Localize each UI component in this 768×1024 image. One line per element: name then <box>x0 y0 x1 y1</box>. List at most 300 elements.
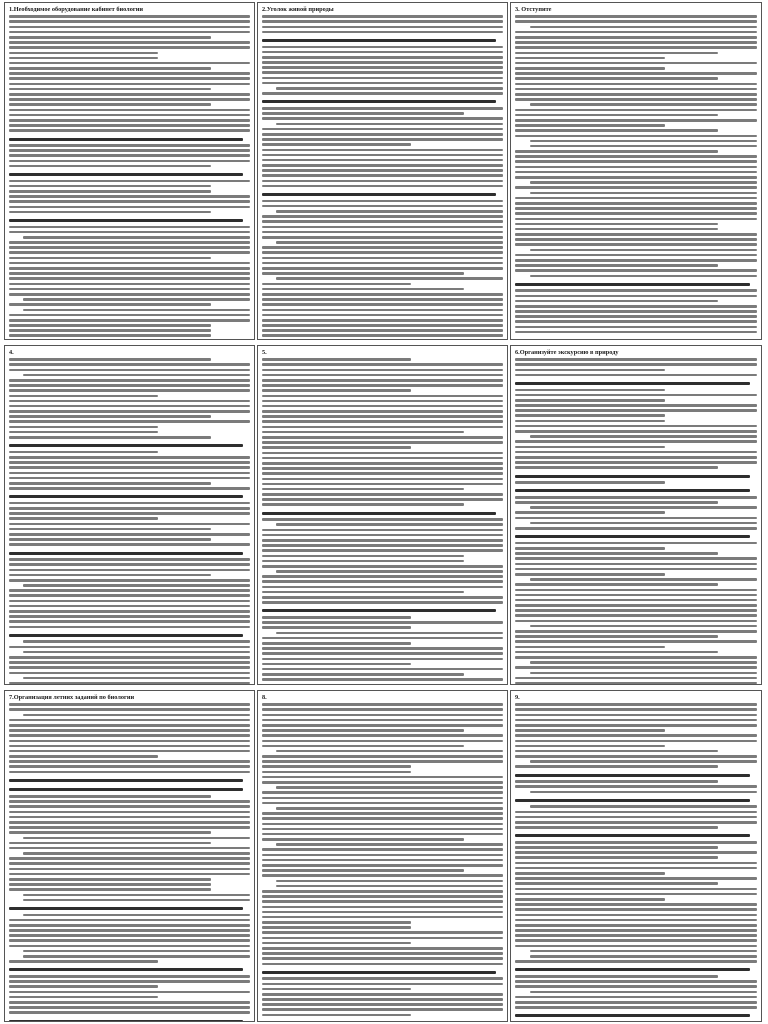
text-line <box>9 36 211 39</box>
text-line <box>515 666 757 669</box>
text-line <box>262 503 464 506</box>
text-line <box>9 109 250 112</box>
text-line <box>9 83 250 86</box>
text-line <box>262 998 503 1001</box>
text-line <box>9 384 250 387</box>
text-line <box>9 319 250 322</box>
text-line <box>262 596 503 599</box>
text-line <box>262 776 503 779</box>
text-line <box>262 771 411 774</box>
text-line <box>262 678 503 681</box>
text-line <box>262 926 411 929</box>
text-line <box>262 71 503 74</box>
text-line <box>262 626 411 629</box>
text-line <box>9 661 250 664</box>
text-line <box>515 826 718 829</box>
text-line <box>262 1003 503 1006</box>
text-line <box>262 220 503 223</box>
cell-heading: 8. <box>262 694 267 701</box>
text-line <box>262 369 503 372</box>
text-line <box>23 640 250 643</box>
text-line <box>262 31 503 34</box>
text-line <box>262 61 503 64</box>
text-line <box>23 584 250 587</box>
text-line <box>9 507 250 510</box>
text-line <box>9 569 250 572</box>
text-line <box>9 873 250 876</box>
text-line <box>9 811 250 814</box>
text-line <box>9 487 250 490</box>
text-line <box>515 740 757 743</box>
text-line <box>262 812 503 815</box>
text-line <box>9 980 250 983</box>
text-line <box>9 395 158 398</box>
text-line <box>515 83 757 86</box>
text-line <box>23 677 250 680</box>
text-line <box>530 506 757 509</box>
text-line <box>9 703 250 706</box>
text-line <box>9 543 250 546</box>
text-line <box>515 511 665 514</box>
text-line <box>262 647 503 650</box>
cell-5 <box>257 345 508 685</box>
text-line <box>9 314 250 317</box>
text-line <box>515 228 718 231</box>
text-line <box>23 309 250 312</box>
text-line <box>515 374 757 377</box>
text-line <box>515 604 757 607</box>
text-line <box>9 444 243 447</box>
text-line <box>9 868 250 871</box>
text-line <box>515 780 718 783</box>
text-line <box>515 714 757 717</box>
text-line <box>9 821 250 824</box>
text-line <box>9 563 250 566</box>
text-line <box>9 114 250 117</box>
text-line <box>9 262 250 265</box>
text-line <box>515 394 757 397</box>
text-line <box>515 677 757 680</box>
text-line <box>262 257 503 260</box>
text-line <box>262 781 503 784</box>
text-line <box>276 750 503 753</box>
text-line <box>515 846 718 849</box>
text-line <box>262 549 503 552</box>
text-line <box>262 988 411 991</box>
text-line <box>262 734 503 737</box>
text-line <box>262 911 503 914</box>
text-line <box>515 968 750 971</box>
text-line <box>262 405 503 408</box>
text-line <box>515 656 757 659</box>
text-line <box>515 563 757 566</box>
text-line <box>530 275 757 278</box>
text-line <box>9 324 211 327</box>
text-line <box>515 1021 665 1022</box>
text-line <box>9 724 250 727</box>
text-line <box>262 56 503 59</box>
text-line <box>515 446 665 449</box>
text-line <box>515 620 757 623</box>
text-line <box>9 745 250 748</box>
text-line <box>515 821 757 824</box>
text-line <box>262 185 503 188</box>
text-line <box>9 708 250 711</box>
text-line <box>530 103 757 106</box>
text-line <box>515 975 718 978</box>
text-line <box>515 914 757 917</box>
text-line <box>515 594 757 597</box>
text-line <box>530 955 757 958</box>
text-line <box>9 293 250 296</box>
text-line <box>515 755 757 758</box>
text-line <box>9 231 250 234</box>
text-line <box>9 600 250 603</box>
text-line <box>262 797 503 800</box>
text-line <box>9 472 250 475</box>
text-line <box>515 481 665 484</box>
text-line <box>9 682 250 685</box>
text-line <box>9 605 250 608</box>
text-line <box>515 719 757 722</box>
text-line <box>515 254 757 257</box>
text-line <box>9 272 250 275</box>
text-line <box>9 771 250 774</box>
text-line <box>262 529 503 532</box>
text-line <box>262 916 503 919</box>
text-line <box>262 658 503 661</box>
text-line <box>262 601 503 604</box>
text-line <box>515 456 757 459</box>
text-line <box>530 435 757 438</box>
text-line <box>515 305 757 308</box>
text-line <box>262 246 503 249</box>
text-line <box>262 452 503 455</box>
text-line <box>9 138 243 141</box>
text-line <box>262 833 503 836</box>
text-line <box>515 269 757 272</box>
text-line <box>515 867 757 870</box>
text-line <box>515 646 665 649</box>
text-line <box>276 210 503 213</box>
text-line <box>262 436 503 439</box>
text-line <box>515 20 757 23</box>
text-line <box>515 785 757 788</box>
text-line <box>530 625 757 628</box>
text-line <box>262 20 503 23</box>
text-line <box>262 358 411 361</box>
text-line <box>515 289 757 292</box>
text-line <box>515 363 757 366</box>
text-line <box>9 512 250 515</box>
text-line <box>515 501 718 504</box>
text-line <box>262 952 503 955</box>
text-line <box>9 574 211 577</box>
text-line <box>262 755 503 758</box>
text-line <box>9 119 250 122</box>
text-line <box>515 589 757 592</box>
text-line <box>23 651 250 654</box>
cell-9 <box>510 690 762 1022</box>
text-line <box>262 890 503 893</box>
text-line <box>515 430 757 433</box>
text-line <box>9 241 250 244</box>
body-text-lines <box>515 358 757 685</box>
text-line <box>262 324 503 327</box>
text-line <box>9 805 250 808</box>
text-line <box>515 573 665 576</box>
text-line <box>262 512 496 515</box>
text-line <box>9 755 158 758</box>
text-line <box>262 854 503 857</box>
text-line <box>9 303 211 306</box>
text-line <box>515 745 665 748</box>
text-line <box>276 880 503 883</box>
text-line <box>262 138 503 141</box>
text-line <box>530 672 757 675</box>
text-line <box>9 1006 250 1009</box>
text-line <box>9 88 211 91</box>
text-line <box>23 714 250 717</box>
text-line <box>262 760 503 763</box>
text-line <box>515 568 757 571</box>
text-line <box>262 539 503 542</box>
text-line <box>9 610 250 613</box>
text-line <box>9 960 158 963</box>
text-line <box>515 841 757 844</box>
text-line <box>515 31 757 34</box>
text-line <box>9 734 250 737</box>
text-line <box>9 788 243 791</box>
text-line <box>262 947 503 950</box>
text-line <box>515 996 757 999</box>
text-line <box>9 379 250 382</box>
text-line <box>9 144 250 147</box>
text-line <box>515 171 757 174</box>
text-line <box>515 774 750 777</box>
text-line <box>262 82 503 85</box>
text-line <box>262 39 496 42</box>
text-line <box>515 135 757 138</box>
text-line <box>9 646 250 649</box>
text-line <box>262 714 503 717</box>
text-line <box>9 634 243 637</box>
text-line <box>515 542 757 545</box>
text-line <box>515 811 757 814</box>
text-line <box>23 236 250 239</box>
text-line <box>262 621 503 624</box>
text-line <box>530 192 757 195</box>
text-line <box>515 238 757 241</box>
text-line <box>9 888 211 891</box>
text-line <box>23 950 250 953</box>
text-line <box>9 226 250 229</box>
text-line <box>9 816 250 819</box>
text-line <box>515 399 665 402</box>
text-line <box>9 219 243 222</box>
text-line <box>9 826 250 829</box>
text-line <box>9 831 211 834</box>
text-line <box>515 389 665 392</box>
text-line <box>262 231 503 234</box>
text-line <box>515 557 757 560</box>
text-line <box>9 594 250 597</box>
text-line <box>276 123 503 126</box>
text-line <box>9 924 250 927</box>
text-line <box>515 635 718 638</box>
text-line <box>262 283 411 286</box>
text-line <box>530 760 757 763</box>
text-line <box>262 838 464 841</box>
text-line <box>515 425 757 428</box>
text-line <box>515 614 757 617</box>
text-line <box>9 538 211 541</box>
text-line <box>262 389 411 392</box>
text-line <box>262 309 503 312</box>
text-line <box>515 903 757 906</box>
text-line <box>262 555 464 558</box>
text-line <box>262 642 411 645</box>
text-line <box>515 703 757 706</box>
text-line <box>262 100 496 103</box>
text-line <box>262 817 503 820</box>
text-line <box>9 15 250 18</box>
text-line <box>515 197 757 200</box>
text-line <box>9 945 250 948</box>
text-line <box>9 765 250 768</box>
text-line <box>276 843 503 846</box>
text-line <box>262 193 496 196</box>
text-line <box>9 985 158 988</box>
text-line <box>515 207 757 210</box>
text-line <box>515 496 757 499</box>
text-line <box>9 41 250 44</box>
text-line <box>9 800 250 803</box>
text-line <box>515 409 757 412</box>
text-line <box>515 98 757 101</box>
text-line <box>262 483 503 486</box>
text-line <box>262 107 503 110</box>
text-line <box>515 243 757 246</box>
text-line <box>530 522 757 525</box>
text-line <box>262 663 411 666</box>
text-line <box>9 1001 250 1004</box>
text-line <box>262 46 503 49</box>
text-line <box>262 446 411 449</box>
text-line <box>9 558 250 561</box>
text-line <box>262 565 503 568</box>
text-line <box>9 334 211 337</box>
text-line <box>9 615 250 618</box>
body-text-lines <box>262 358 503 681</box>
text-line <box>9 502 250 505</box>
text-line <box>262 488 464 491</box>
text-line <box>515 583 718 586</box>
text-line <box>9 277 250 280</box>
text-line <box>9 160 250 163</box>
cell-6 <box>510 345 762 685</box>
text-line <box>530 791 757 794</box>
text-line <box>9 842 211 845</box>
text-line <box>515 382 750 385</box>
text-line <box>9 857 250 860</box>
text-line <box>515 15 757 18</box>
text-line <box>262 977 503 980</box>
text-line <box>262 828 503 831</box>
text-line <box>515 155 757 158</box>
text-line <box>262 77 503 80</box>
text-line <box>262 957 503 960</box>
text-line <box>9 466 250 469</box>
text-line <box>276 87 503 90</box>
text-line <box>9 934 250 937</box>
text-line <box>515 420 665 423</box>
text-line <box>262 1008 503 1011</box>
text-line <box>9 862 250 865</box>
text-line <box>9 847 250 850</box>
text-line <box>9 410 250 413</box>
text-line <box>9 415 211 418</box>
text-line <box>9 878 211 881</box>
text-line <box>262 586 503 589</box>
text-line <box>515 461 757 464</box>
cell-2 <box>257 2 508 340</box>
text-line <box>515 41 757 44</box>
text-line <box>262 133 503 136</box>
text-line <box>262 937 503 940</box>
text-line <box>262 180 503 183</box>
text-line <box>262 215 503 218</box>
text-line <box>9 20 250 23</box>
text-line <box>262 724 503 727</box>
text-line <box>515 599 757 602</box>
text-line <box>262 859 503 862</box>
text-line <box>515 150 718 153</box>
text-line <box>530 181 757 184</box>
text-line <box>515 888 757 891</box>
text-line <box>9 246 250 249</box>
cell-heading: 2.Уголок живой природы <box>262 6 334 13</box>
text-line <box>262 26 503 29</box>
text-line <box>9 26 250 29</box>
text-line <box>530 805 757 808</box>
cell-heading: 9. <box>515 694 520 701</box>
text-line <box>9 129 250 132</box>
text-line <box>262 823 503 826</box>
text-line <box>9 996 158 999</box>
text-line <box>9 103 211 106</box>
text-line <box>262 169 503 172</box>
text-line <box>515 320 757 323</box>
text-line <box>23 837 250 840</box>
text-line <box>9 185 211 188</box>
text-line <box>515 489 750 492</box>
text-line <box>9 779 243 782</box>
text-line <box>9 528 211 531</box>
text-line <box>276 885 503 888</box>
text-line <box>262 848 503 851</box>
text-line <box>262 993 503 996</box>
text-line <box>262 334 503 337</box>
text-line <box>276 523 503 526</box>
text-line <box>515 898 665 901</box>
text-line <box>515 640 757 643</box>
text-line <box>262 143 411 146</box>
row-3 <box>4 690 764 1022</box>
text-line <box>9 579 250 582</box>
row-1 <box>4 2 764 340</box>
text-line <box>515 300 718 303</box>
